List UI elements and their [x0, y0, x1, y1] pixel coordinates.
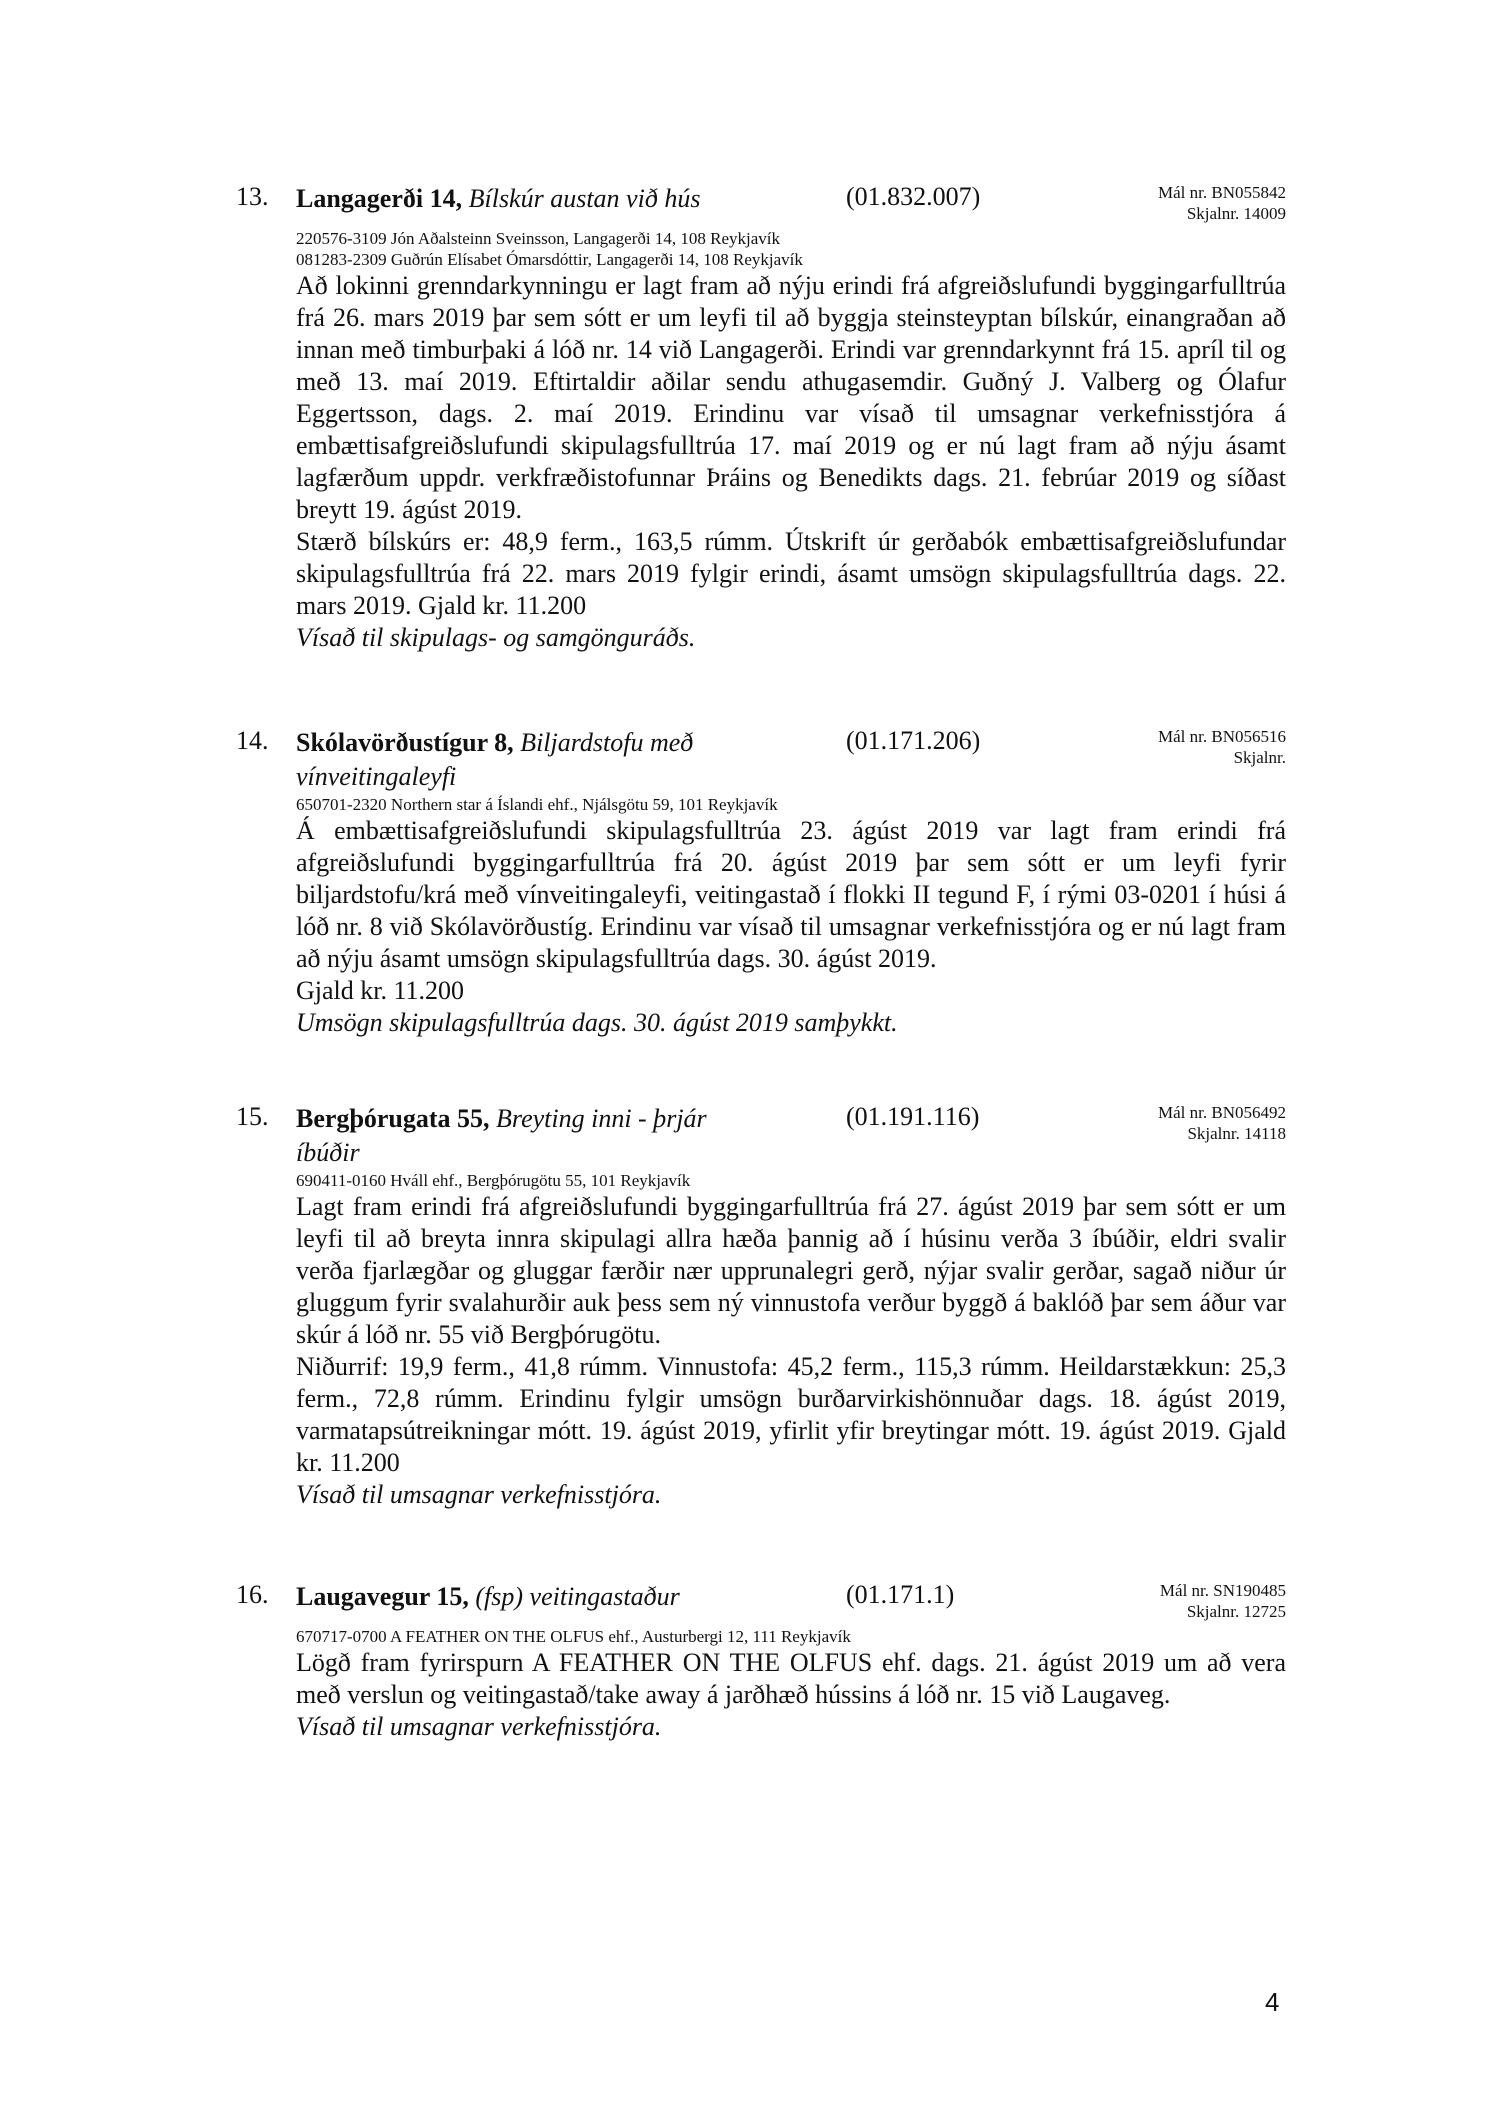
- item-code: (01.191.116): [846, 1102, 980, 1131]
- applicant: 220576-3109 Jón Aðalsteinn Sveinsson, Langagerði 14, 108 Reykjavík: [296, 229, 780, 248]
- item-number: 15.: [236, 1102, 269, 1131]
- case-number: Mál nr. BN055842: [1158, 183, 1286, 202]
- item-address: Bergþórugata 55,: [296, 1104, 490, 1133]
- item-subtitle: Breyting inni - þrjár íbúðir: [296, 1104, 707, 1167]
- applicant: 650701-2320 Northern star á Íslandi ehf., Njálsgötu 59, 101 Reykjavík: [296, 795, 778, 814]
- document-number: Skjalnr. 12725: [1186, 1602, 1286, 1621]
- body-paragraph: Niðurrif: 19,9 ferm., 41,8 rúmm. Vinnustofa: 45,2 ferm., 115,3 rúmm. Heildarstækkun: 25,3 ferm., 72,8 rúmm. Erindinu fylgir umsögn burðarvirkishönnuðar dags. 18. ágúst 2019, varmatapsútreikningar mótt. 19. ágúst 2019, yfirlit yfir breytingar mótt. 19. ágúst 2019. Gjald kr. 11.200: [296, 1352, 1286, 1477]
- case-item-14: [236, 726, 1286, 1039]
- item-title: [296, 1102, 766, 1170]
- item-title: [296, 726, 716, 794]
- body-paragraph: Gjald kr. 11.200: [296, 976, 465, 1005]
- document-number: Skjalnr. 14009: [1186, 204, 1286, 223]
- applicant: 081283-2309 Guðrún Elísabet Ómarsdóttir, Langagerði 14, 108 Reykjavík: [296, 250, 803, 269]
- item-address: Langagerði 14,: [296, 184, 463, 213]
- item-subtitle: Biljardstofu með vínveitingaleyfi: [296, 728, 694, 791]
- item-header: [236, 182, 1286, 228]
- case-number: Mál nr. SN190485: [1159, 1581, 1286, 1600]
- document-number: Skjalnr.: [1233, 748, 1286, 767]
- body-paragraph: Að lokinni grenndarkynningu er lagt fram að nýju erindi frá afgreiðslufundi byggingarfulltrúa frá 26. mars 2019 þar sem sótt er um leyfi til að byggja steinsteyptan bílskúr, einangraðan að innan með timburþaki á lóð nr. 14 við Langagerði. Erindi var grenndarkynnt frá 15. apríl til og með 13. maí 2019. Eftirtaldir aðilar sendu athugasemdir. Guðný J. Valberg og Ólafur Eggertsson, dags. 2. maí 2019. Erindinu var vísað til umsagnar verkefnisstjóra á embættisafgreiðslufundi skipulagsfulltrúa 17. maí 2019 og er nú lagt fram að nýju ásamt lagfærðum uppdr. verkfræðistofunnar Þráins og Benedikts dags. 21. febrúar 2019 og síðast breytt 19. ágúst 2019.: [296, 271, 1286, 524]
- case-number: Mál nr. BN056492: [1158, 1103, 1286, 1122]
- item-subtitle: (fsp) veitingastaður: [475, 1582, 680, 1611]
- item-reference: [1158, 726, 1286, 768]
- item-header: [236, 726, 1286, 794]
- body-paragraph: Lagt fram erindi frá afgreiðslufundi byggingarfulltrúa frá 27. ágúst 2019 þar sem sótt er um leyfi til að breyta innra skipulagi allra hæða þannig að í húsinu verða 3 íbúðir, eldri svalir verða fjarlægðar og gluggar færðir nær upprunalegri gerð, nýjar svalir gerðar, sagað niður úr gluggum fyrir svalahurðir auk þess sem ný vinnustofa verður byggð á baklóð þar sem áður var skúr á lóð nr. 55 við Bergþórugötu.: [296, 1192, 1286, 1349]
- item-address: Skólavörðustígur 8,: [296, 728, 514, 757]
- item-title: [296, 1580, 856, 1614]
- item-code: (01.171.206): [846, 726, 981, 755]
- item-body: [296, 1191, 1286, 1479]
- item-conclusion: Vísað til umsagnar verkefnisstjóra.: [296, 1480, 662, 1509]
- body-paragraph: Stærð bílskúrs er: 48,9 ferm., 163,5 rúmm. Útskrift úr gerðabók embættisafgreiðslufundar skipulagsfulltrúa frá 22. mars 2019 fylgir erindi, ásamt umsögn skipulagsfulltrúa dags. 22. mars 2019. Gjald kr. 11.200: [296, 527, 1286, 620]
- item-body: [296, 1647, 1286, 1711]
- applicants: [296, 228, 1286, 270]
- item-number: 16.: [236, 1580, 269, 1609]
- item-header: [236, 1102, 1286, 1170]
- applicants: [296, 1626, 1286, 1647]
- body-paragraph: Á embættisafgreiðslufundi skipulagsfulltrúa 23. ágúst 2019 var lagt fram erindi frá afgreiðslufundi byggingarfulltrúa frá 20. ágúst 2019 þar sem sótt er um leyfi fyrir biljardstofu/krá með vínveitingaleyfi, veitingastað í flokki II tegund F, í rými 03-0201 í húsi á lóð nr. 8 við Skólavörðustíg. Erindinu var vísað til umsagnar verkefnisstjóra og er nú lagt fram að nýju ásamt umsögn skipulagsfulltrúa dags. 30. ágúst 2019.: [296, 816, 1286, 973]
- page-number: 4: [1265, 1987, 1280, 2017]
- document-number: Skjalnr. 14118: [1187, 1124, 1286, 1143]
- item-title: [296, 182, 766, 216]
- applicant: 690411-0160 Hváll ehf., Bergþórugötu 55, 101 Reykjavík: [296, 1171, 691, 1190]
- item-body: [296, 815, 1286, 1007]
- case-item-13: [236, 182, 1286, 654]
- body-paragraph: Lögð fram fyrirspurn A FEATHER ON THE OLFUS ehf. dags. 21. ágúst 2019 um að vera með verslun og veitingastað/take away á jarðhæð hússins á lóð nr. 15 við Laugaveg.: [296, 1648, 1286, 1709]
- item-conclusion: Umsögn skipulagsfulltrúa dags. 30. ágúst 2019 samþykkt.: [296, 1008, 898, 1037]
- item-reference: [1160, 1580, 1286, 1622]
- applicant: 670717-0700 A FEATHER ON THE OLFUS ehf., Austurbergi 12, 111 Reykjavík: [296, 1627, 851, 1646]
- item-number: 13.: [236, 182, 269, 211]
- item-conclusion: Vísað til skipulags- og samgönguráðs.: [296, 623, 696, 652]
- item-number: 14.: [236, 726, 269, 755]
- item-body: [296, 270, 1286, 622]
- item-code: (01.832.007): [846, 182, 981, 211]
- case-item-16: [236, 1580, 1286, 1743]
- item-reference: [1158, 182, 1286, 224]
- item-address: Laugavegur 15,: [296, 1582, 469, 1611]
- case-number: Mál nr. BN056516: [1158, 727, 1286, 746]
- item-subtitle: Bílskúr austan við hús: [468, 184, 701, 213]
- case-item-15: [236, 1102, 1286, 1511]
- item-conclusion: Vísað til umsagnar verkefnisstjóra.: [296, 1712, 662, 1741]
- applicants: [296, 1170, 1286, 1191]
- item-code: (01.171.1): [846, 1580, 955, 1609]
- item-header: [236, 1580, 1286, 1626]
- item-reference: [1158, 1102, 1286, 1144]
- applicants: [296, 794, 1286, 815]
